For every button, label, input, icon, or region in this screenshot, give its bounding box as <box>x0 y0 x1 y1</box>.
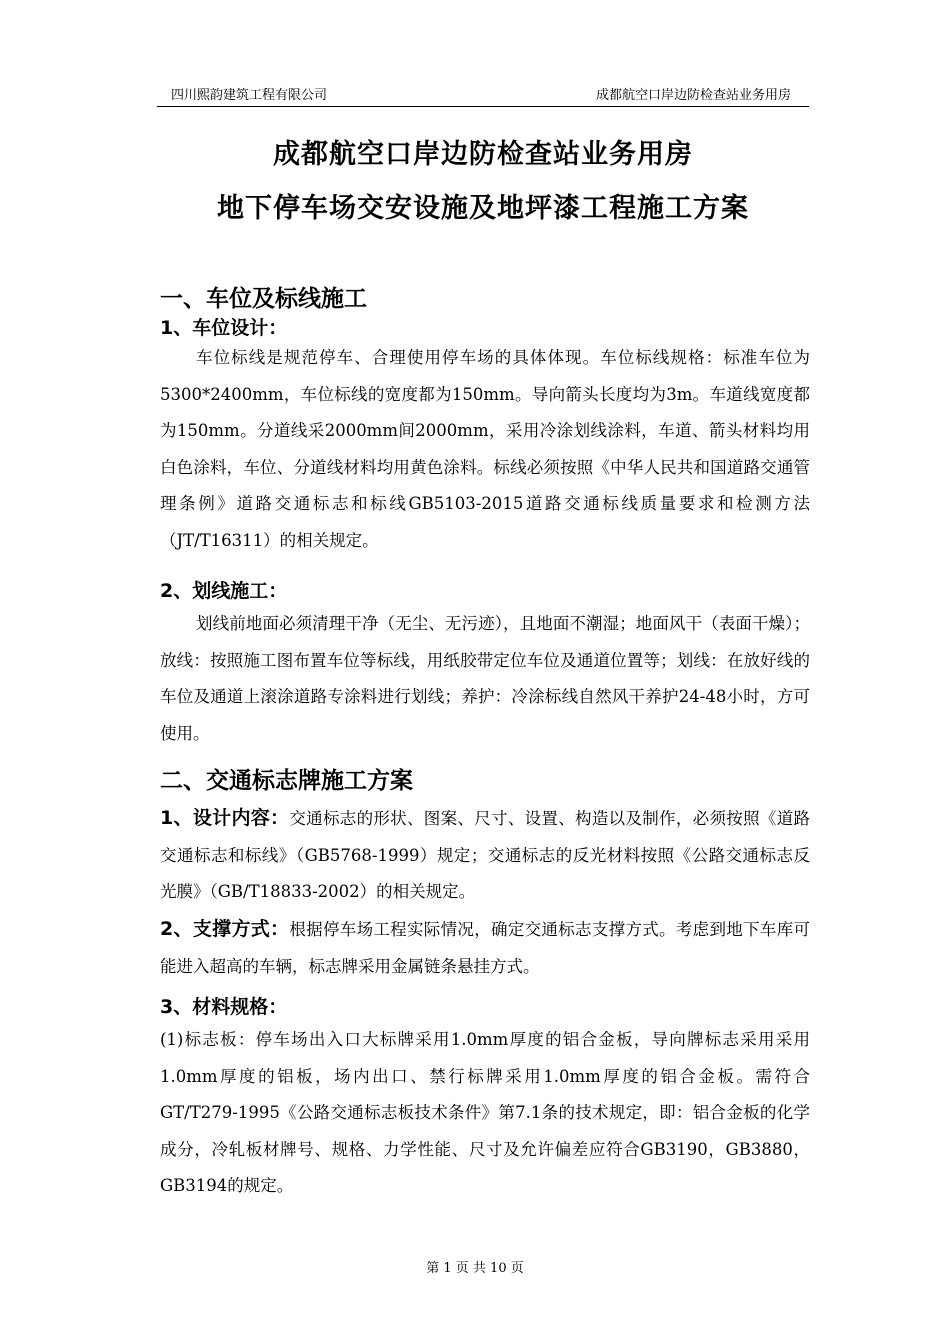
section2-sub3-text: (1)标志板：停车场出入口大标牌采用1.0mm厚度的铝合金板，导向牌标志采用采用1.0mm厚度的铝板，场内出口、禁行标牌采用1.0mm厚度的铝合金板。需符合GT/T279-1995《公路交通标志板技术条件》第7.1条的技术规定，即：铝合金板的化学成分，冷轧板材牌号、规格、力学性能、尺寸及允许偏差应符合GB3190，GB3880，GB3194的规定。 <box>160 1030 810 1195</box>
section1-heading: 一、车位及标线施工 <box>160 286 367 312</box>
header-project: 成都航空口岸边防检查站业务用房 <box>595 88 791 103</box>
section1-sub2-text: 划线前地面必须清理干净（无尘、无污迹），且地面不潮湿；地面风干（表面干燥）；放线：按照施工图布置车位等标线，用纸胶带定位车位及通道位置等；划线：在放好线的车位及通道上滚涂道路专涂料进行划线；养护：冷涂标线自然风干养护24-48小时，方可使用。 <box>160 614 810 743</box>
header-company: 四川熙韵建筑工程有限公司 <box>171 88 328 103</box>
section2-sub1-paragraph <box>160 800 810 911</box>
page-number: 第 1 页 共 10 页 <box>426 1261 524 1276</box>
section2-sub2-text: 根据停车场工程实际情况，确定交通标志支撑方式。考虑到地下车库可能进入超高的车辆，标志牌采用金属链条悬挂方式。 <box>160 920 810 976</box>
section1-sub2-heading: 2、划线施工： <box>160 580 288 602</box>
section2-sub1-heading: 1、设计内容： <box>160 807 290 829</box>
section2-sub3-heading: 3、材料规格： <box>160 996 288 1018</box>
page-header <box>157 84 809 107</box>
document-title-line1: 成都航空口岸边防检查站业务用房 <box>273 139 693 170</box>
section1-sub1-heading: 1、车位设计： <box>160 317 288 339</box>
section2-sub2-paragraph <box>160 911 810 985</box>
section2-heading: 二、交通标志牌施工方案 <box>160 768 413 794</box>
section2-sub1-text: 交通标志的形状、图案、尺寸、设置、构造以及制作，必须按照《道路交通标志和标线》（GB5768-1999）规定；交通标志的反光材料按照《公路交通标志反光膜》（GB/T18833-2002）的相关规定。 <box>160 809 810 901</box>
document-title-line2: 地下停车场交安设施及地坪漆工程施工方案 <box>217 193 749 224</box>
section1-sub1-text: 车位标线是规范停车、合理使用停车场的具体体现。车位标线规格：标准车位为5300*2400mm，车位标线的宽度都为150mm。导向箭头长度均为3m。车道线宽度都为150mm。分道线采2000mm间2000mm，采用冷涂划线涂料，车道、箭头材料均用白色涂料，车位、分道线材料均用黄色涂料。标线必须按照《中华人民共和国道路交通管理条例》道路交通标志和标线GB5103-2015道路交通标线质量要求和检测方法（JT/T16311）的相关规定。 <box>160 348 810 550</box>
section2-sub2-heading: 2、支撑方式： <box>160 918 290 940</box>
